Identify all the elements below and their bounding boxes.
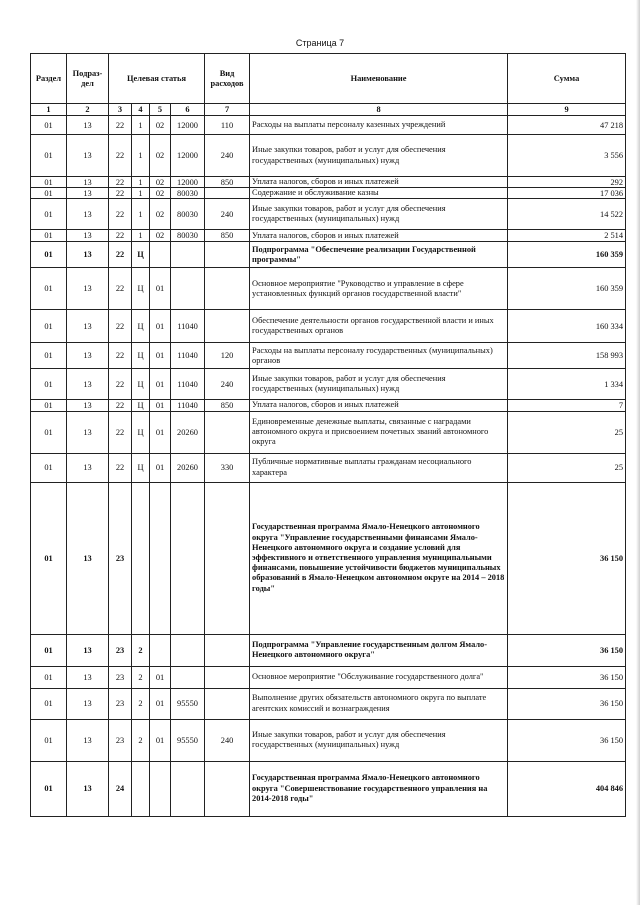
name-cell: Иные закупки товаров, работ и услуг для обеспечения государственных (муниципальных) нужд xyxy=(250,199,508,230)
podrazdel-cell: 13 xyxy=(67,688,109,719)
event-code-cell: 01 xyxy=(150,666,171,688)
table-row xyxy=(31,688,626,719)
direction-code-cell: 80030 xyxy=(171,199,205,230)
direction-code-cell: 80030 xyxy=(171,230,205,242)
vid-rashodov-cell xyxy=(205,411,250,453)
razdel-cell: 01 xyxy=(31,666,67,688)
razdel-cell: 01 xyxy=(31,135,67,177)
table-row xyxy=(31,400,626,411)
sum-cell: 36 150 xyxy=(508,688,626,719)
subprogram-code-cell: 1 xyxy=(132,188,150,199)
program-code-cell: 22 xyxy=(109,199,132,230)
event-code-cell xyxy=(150,761,171,816)
header-row xyxy=(31,54,626,104)
direction-code-cell xyxy=(171,761,205,816)
event-code-cell xyxy=(150,634,171,666)
podrazdel-cell: 13 xyxy=(67,177,109,188)
subprogram-code-cell xyxy=(132,482,150,634)
name-cell: Уплата налогов, сборов и иных платежей xyxy=(250,177,508,188)
vid-rashodov-cell: 110 xyxy=(205,116,250,135)
header-vid-rashodov: Вид расходов xyxy=(205,54,250,104)
podrazdel-cell: 13 xyxy=(67,242,109,268)
podrazdel-cell: 13 xyxy=(67,634,109,666)
table-row xyxy=(31,453,626,482)
razdel-cell: 01 xyxy=(31,400,67,411)
program-code-cell: 23 xyxy=(109,634,132,666)
event-code-cell: 02 xyxy=(150,177,171,188)
vid-rashodov-cell: 240 xyxy=(205,199,250,230)
program-code-cell: 22 xyxy=(109,343,132,369)
name-cell: Государственная программа Ямало-Ненецкого автономного округа "Управление государственными финансами Ямало-Ненецкого автономного округа и создание условий для эффективного и ответственного управления муниципальными финансами, повышение устойчивости бюджетов муниципальных образований в Ямало-Ненецком автономном округе на 2014 – 2018 годы" xyxy=(250,482,508,634)
podrazdel-cell: 13 xyxy=(67,188,109,199)
header-podrazdel: Подраз-дел xyxy=(67,54,109,104)
vid-rashodov-cell: 240 xyxy=(205,369,250,400)
direction-code-cell: 12000 xyxy=(171,135,205,177)
name-cell: Иные закупки товаров, работ и услуг для обеспечения государственных (муниципальных) нужд xyxy=(250,369,508,400)
sum-cell: 47 218 xyxy=(508,116,626,135)
event-code-cell: 02 xyxy=(150,135,171,177)
event-code-cell xyxy=(150,482,171,634)
direction-code-cell xyxy=(171,268,205,310)
name-cell: Публичные нормативные выплаты гражданам несоциального характера xyxy=(250,453,508,482)
name-cell: Иные закупки товаров, работ и услуг для обеспечения государственных (муниципальных) нужд xyxy=(250,135,508,177)
event-code-cell: 01 xyxy=(150,688,171,719)
name-cell: Основное мероприятие "Руководство и управление в сфере установленных функций органов государственной власти" xyxy=(250,268,508,310)
program-code-cell: 22 xyxy=(109,453,132,482)
razdel-cell: 01 xyxy=(31,310,67,343)
vid-rashodov-cell: 240 xyxy=(205,135,250,177)
razdel-cell: 01 xyxy=(31,369,67,400)
vid-rashodov-cell xyxy=(205,761,250,816)
direction-code-cell: 11040 xyxy=(171,310,205,343)
name-cell: Уплата налогов, сборов и иных платежей xyxy=(250,400,508,411)
table-row xyxy=(31,199,626,230)
name-cell: Обеспечение деятельности органов государственной власти и иных государственных органов xyxy=(250,310,508,343)
name-cell: Уплата налогов, сборов и иных платежей xyxy=(250,230,508,242)
column-number: 9 xyxy=(508,104,626,116)
vid-rashodov-cell xyxy=(205,242,250,268)
table-row xyxy=(31,135,626,177)
event-code-cell: 01 xyxy=(150,310,171,343)
sum-cell: 404 846 xyxy=(508,761,626,816)
subprogram-code-cell: 1 xyxy=(132,116,150,135)
vid-rashodov-cell xyxy=(205,666,250,688)
podrazdel-cell: 13 xyxy=(67,310,109,343)
column-number: 2 xyxy=(67,104,109,116)
direction-code-cell: 11040 xyxy=(171,400,205,411)
sum-cell: 158 993 xyxy=(508,343,626,369)
subprogram-code-cell: 1 xyxy=(132,135,150,177)
name-cell: Расходы на выплаты персоналу государственных (муниципальных) органов xyxy=(250,343,508,369)
table-row xyxy=(31,268,626,310)
program-code-cell: 22 xyxy=(109,310,132,343)
razdel-cell: 01 xyxy=(31,719,67,761)
sum-cell: 3 556 xyxy=(508,135,626,177)
vid-rashodov-cell: 850 xyxy=(205,177,250,188)
direction-code-cell: 95550 xyxy=(171,688,205,719)
sum-cell: 36 150 xyxy=(508,666,626,688)
direction-code-cell: 11040 xyxy=(171,369,205,400)
column-number: 1 xyxy=(31,104,67,116)
program-code-cell: 23 xyxy=(109,688,132,719)
table-row xyxy=(31,719,626,761)
table-row xyxy=(31,177,626,188)
table-row xyxy=(31,230,626,242)
name-cell: Выполнение других обязательств автономного округа по выплате агентских комиссий и вознаграждения xyxy=(250,688,508,719)
table-row xyxy=(31,634,626,666)
program-code-cell: 22 xyxy=(109,116,132,135)
razdel-cell: 01 xyxy=(31,177,67,188)
name-cell: Подпрограмма "Обеспечение реализации Государственной программы" xyxy=(250,242,508,268)
program-code-cell: 22 xyxy=(109,230,132,242)
vid-rashodov-cell: 240 xyxy=(205,719,250,761)
podrazdel-cell: 13 xyxy=(67,666,109,688)
direction-code-cell xyxy=(171,482,205,634)
program-code-cell: 22 xyxy=(109,400,132,411)
program-code-cell: 22 xyxy=(109,369,132,400)
name-cell: Государственная программа Ямало-Ненецкого автономного округа "Совершенствование государственного управления на 2014-2018 годы" xyxy=(250,761,508,816)
direction-code-cell xyxy=(171,666,205,688)
table-row xyxy=(31,761,626,816)
podrazdel-cell: 13 xyxy=(67,268,109,310)
scan-edge xyxy=(636,0,640,905)
razdel-cell: 01 xyxy=(31,634,67,666)
header-sum: Сумма xyxy=(508,54,626,104)
budget-table xyxy=(30,53,626,817)
subprogram-code-cell: 1 xyxy=(132,230,150,242)
razdel-cell: 01 xyxy=(31,453,67,482)
vid-rashodov-cell: 120 xyxy=(205,343,250,369)
sum-cell: 160 359 xyxy=(508,268,626,310)
podrazdel-cell: 13 xyxy=(67,719,109,761)
sum-cell: 2 514 xyxy=(508,230,626,242)
subprogram-code-cell: Ц xyxy=(132,400,150,411)
subprogram-code-cell: 1 xyxy=(132,177,150,188)
event-code-cell: 01 xyxy=(150,719,171,761)
podrazdel-cell: 13 xyxy=(67,116,109,135)
subprogram-code-cell: 2 xyxy=(132,719,150,761)
vid-rashodov-cell xyxy=(205,688,250,719)
column-number: 4 xyxy=(132,104,150,116)
razdel-cell: 01 xyxy=(31,343,67,369)
podrazdel-cell: 13 xyxy=(67,761,109,816)
event-code-cell: 02 xyxy=(150,230,171,242)
razdel-cell: 01 xyxy=(31,482,67,634)
subprogram-code-cell: Ц xyxy=(132,242,150,268)
razdel-cell: 01 xyxy=(31,188,67,199)
direction-code-cell: 12000 xyxy=(171,177,205,188)
page-label: Страница 7 xyxy=(295,38,345,48)
event-code-cell: 02 xyxy=(150,188,171,199)
program-code-cell: 22 xyxy=(109,242,132,268)
subprogram-code-cell: Ц xyxy=(132,343,150,369)
column-number: 3 xyxy=(109,104,132,116)
direction-code-cell: 11040 xyxy=(171,343,205,369)
podrazdel-cell: 13 xyxy=(67,482,109,634)
program-code-cell: 22 xyxy=(109,188,132,199)
vid-rashodov-cell: 850 xyxy=(205,400,250,411)
subprogram-code-cell xyxy=(132,761,150,816)
column-number: 8 xyxy=(250,104,508,116)
program-code-cell: 22 xyxy=(109,268,132,310)
vid-rashodov-cell xyxy=(205,310,250,343)
subprogram-code-cell: 2 xyxy=(132,666,150,688)
subprogram-code-cell: Ц xyxy=(132,411,150,453)
table-row xyxy=(31,188,626,199)
subprogram-code-cell: Ц xyxy=(132,310,150,343)
column-number: 7 xyxy=(205,104,250,116)
sum-cell: 36 150 xyxy=(508,719,626,761)
direction-code-cell xyxy=(171,634,205,666)
event-code-cell: 02 xyxy=(150,199,171,230)
column-number-row xyxy=(31,104,626,116)
subprogram-code-cell: 1 xyxy=(132,199,150,230)
event-code-cell: 01 xyxy=(150,400,171,411)
sum-cell: 14 522 xyxy=(508,199,626,230)
subprogram-code-cell: Ц xyxy=(132,369,150,400)
sum-cell: 160 334 xyxy=(508,310,626,343)
razdel-cell: 01 xyxy=(31,761,67,816)
program-code-cell: 22 xyxy=(109,177,132,188)
event-code-cell: 01 xyxy=(150,268,171,310)
direction-code-cell: 20260 xyxy=(171,453,205,482)
table-row xyxy=(31,116,626,135)
program-code-cell: 23 xyxy=(109,719,132,761)
table-row xyxy=(31,666,626,688)
sum-cell: 7 xyxy=(508,400,626,411)
header-razdel: Раздел xyxy=(31,54,67,104)
table-row xyxy=(31,369,626,400)
razdel-cell: 01 xyxy=(31,688,67,719)
header-name: Наименование xyxy=(250,54,508,104)
column-number: 6 xyxy=(171,104,205,116)
name-cell: Подпрограмма "Управление государственным долгом Ямало-Ненецкого автономного округа" xyxy=(250,634,508,666)
table-row xyxy=(31,482,626,634)
name-cell: Расходы на выплаты персоналу казенных учреждений xyxy=(250,116,508,135)
vid-rashodov-cell xyxy=(205,482,250,634)
podrazdel-cell: 13 xyxy=(67,453,109,482)
program-code-cell: 24 xyxy=(109,761,132,816)
sum-cell: 1 334 xyxy=(508,369,626,400)
sum-cell: 292 xyxy=(508,177,626,188)
direction-code-cell: 20260 xyxy=(171,411,205,453)
sum-cell: 160 359 xyxy=(508,242,626,268)
column-number: 5 xyxy=(150,104,171,116)
vid-rashodov-cell xyxy=(205,188,250,199)
direction-code-cell: 12000 xyxy=(171,116,205,135)
podrazdel-cell: 13 xyxy=(67,369,109,400)
vid-rashodov-cell: 850 xyxy=(205,230,250,242)
razdel-cell: 01 xyxy=(31,199,67,230)
sum-cell: 25 xyxy=(508,453,626,482)
program-code-cell: 22 xyxy=(109,411,132,453)
subprogram-code-cell: 2 xyxy=(132,688,150,719)
event-code-cell: 01 xyxy=(150,369,171,400)
sum-cell: 17 036 xyxy=(508,188,626,199)
table-row xyxy=(31,411,626,453)
subprogram-code-cell: Ц xyxy=(132,268,150,310)
vid-rashodov-cell xyxy=(205,268,250,310)
event-code-cell: 01 xyxy=(150,411,171,453)
razdel-cell: 01 xyxy=(31,411,67,453)
event-code-cell xyxy=(150,242,171,268)
direction-code-cell: 80030 xyxy=(171,188,205,199)
podrazdel-cell: 13 xyxy=(67,400,109,411)
table-row xyxy=(31,242,626,268)
table-row xyxy=(31,310,626,343)
direction-code-cell: 95550 xyxy=(171,719,205,761)
table-row xyxy=(31,343,626,369)
name-cell: Основное мероприятие "Обслуживание государственного долга" xyxy=(250,666,508,688)
event-code-cell: 01 xyxy=(150,453,171,482)
subprogram-code-cell: 2 xyxy=(132,634,150,666)
event-code-cell: 01 xyxy=(150,343,171,369)
sum-cell: 25 xyxy=(508,411,626,453)
razdel-cell: 01 xyxy=(31,116,67,135)
razdel-cell: 01 xyxy=(31,242,67,268)
razdel-cell: 01 xyxy=(31,230,67,242)
sum-cell: 36 150 xyxy=(508,482,626,634)
name-cell: Содержание и обслуживание казны xyxy=(250,188,508,199)
sum-cell: 36 150 xyxy=(508,634,626,666)
event-code-cell: 02 xyxy=(150,116,171,135)
vid-rashodov-cell xyxy=(205,634,250,666)
direction-code-cell xyxy=(171,242,205,268)
subprogram-code-cell: Ц xyxy=(132,453,150,482)
razdel-cell: 01 xyxy=(31,268,67,310)
header-target-article: Целевая статья xyxy=(109,54,205,104)
podrazdel-cell: 13 xyxy=(67,199,109,230)
podrazdel-cell: 13 xyxy=(67,135,109,177)
name-cell: Иные закупки товаров, работ и услуг для обеспечения государственных (муниципальных) нужд xyxy=(250,719,508,761)
program-code-cell: 22 xyxy=(109,135,132,177)
name-cell: Единовременные денежные выплаты, связанные с наградами автономного округа и присвоением почетных званий автономного округа xyxy=(250,411,508,453)
vid-rashodov-cell: 330 xyxy=(205,453,250,482)
program-code-cell: 23 xyxy=(109,482,132,634)
podrazdel-cell: 13 xyxy=(67,230,109,242)
podrazdel-cell: 13 xyxy=(67,411,109,453)
podrazdel-cell: 13 xyxy=(67,343,109,369)
program-code-cell: 23 xyxy=(109,666,132,688)
